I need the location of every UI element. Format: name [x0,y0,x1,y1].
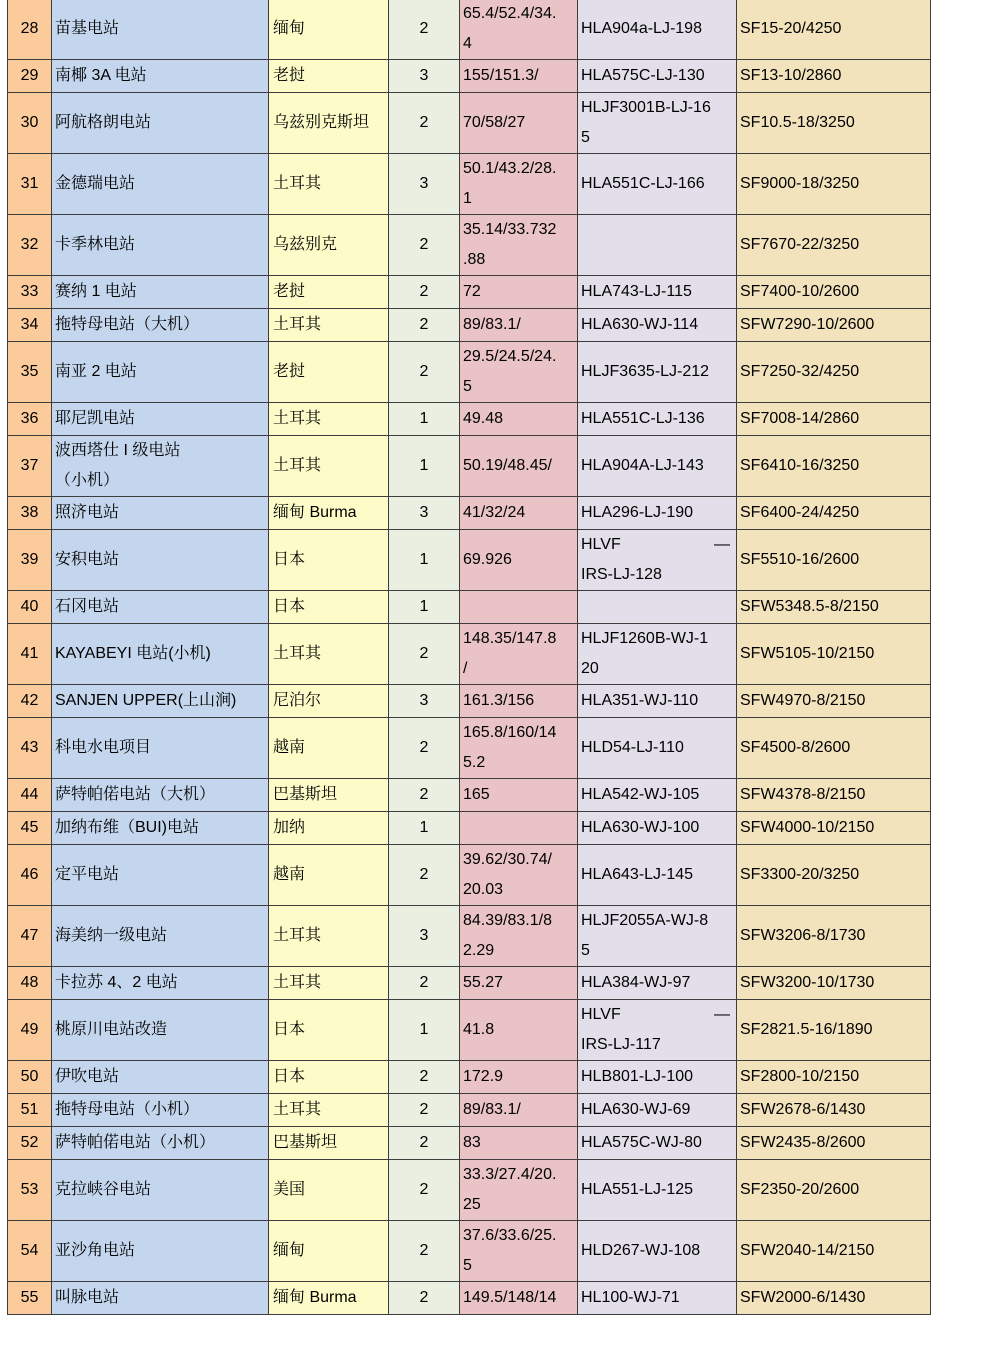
row-index-cell: 33 [8,276,52,309]
product-model-cell: SF15-20/4250 [737,0,931,60]
turbine-model-cell: HLJF2055A-WJ-8 5 [578,906,737,967]
table-row [8,845,931,906]
row-index-cell: 43 [8,718,52,779]
table-row [8,1282,931,1315]
product-model-cell: SFW4000-10/2150 [737,812,931,845]
row-index-cell: 42 [8,685,52,718]
table-row [8,154,931,215]
station-name-cell: KAYABEYI 电站(小机) [52,624,269,685]
product-model-cell: SFW7290-10/2600 [737,309,931,342]
turbine-model-cell: HLA296-LJ-190 [578,497,737,530]
country-cell: 日本 [269,1000,389,1061]
table-row [8,624,931,685]
station-name-cell: 定平电站 [52,845,269,906]
table-row [8,685,931,718]
unit-count-cell: 2 [389,93,460,154]
turbine-model-cell: HLA904A-LJ-143 [578,436,737,497]
row-index-cell: 35 [8,342,52,403]
unit-count-cell: 2 [389,1061,460,1094]
row-index-cell: 37 [8,436,52,497]
country-cell: 土耳其 [269,436,389,497]
capacity-cell: 148.35/147.8 / [460,624,578,685]
capacity-cell: 69.926 [460,530,578,591]
row-index-cell: 40 [8,591,52,624]
row-index-cell: 28 [8,0,52,60]
table-row [8,718,931,779]
country-cell: 土耳其 [269,1094,389,1127]
product-model-cell: SF2821.5-16/1890 [737,1000,931,1061]
product-model-cell: SFW4378-8/2150 [737,779,931,812]
table-row [8,0,931,60]
capacity-cell: 89/83.1/ [460,1094,578,1127]
row-index-cell: 38 [8,497,52,530]
station-name-cell: 卡拉苏 4、2 电站 [52,967,269,1000]
turbine-model-cell: HLA904a-LJ-198 [578,0,737,60]
row-index-cell: 47 [8,906,52,967]
capacity-cell: 29.5/24.5/24. 5 [460,342,578,403]
station-name-cell: SANJEN UPPER(上山涧) [52,685,269,718]
country-cell: 巴基斯坦 [269,1127,389,1160]
row-index-cell: 44 [8,779,52,812]
country-cell: 越南 [269,845,389,906]
table-row [8,1221,931,1282]
station-name-cell: 安积电站 [52,530,269,591]
product-model-cell: SF3300-20/3250 [737,845,931,906]
capacity-cell: 50.19/48.45/ [460,436,578,497]
unit-count-cell: 1 [389,812,460,845]
product-model-cell: SF7400-10/2600 [737,276,931,309]
capacity-cell: 165.8/160/14 5.2 [460,718,578,779]
station-name-cell: 海美纳一级电站 [52,906,269,967]
turbine-model-cell: HLD54-LJ-110 [578,718,737,779]
capacity-cell: 155/151.3/ [460,60,578,93]
capacity-cell: 72 [460,276,578,309]
capacity-cell [460,591,578,624]
product-model-cell: SF7008-14/2860 [737,403,931,436]
table-row [8,403,931,436]
station-name-cell: 波西塔仕 I 级电站 （小机） [52,436,269,497]
capacity-cell: 33.3/27.4/20. 25 [460,1160,578,1221]
row-index-cell: 48 [8,967,52,1000]
station-name-cell: 金德瑞电站 [52,154,269,215]
unit-count-cell: 2 [389,624,460,685]
product-model-cell: SFW2678-6/1430 [737,1094,931,1127]
turbine-model-cell: HLA575C-WJ-80 [578,1127,737,1160]
turbine-model-cell: HLVF — IRS-LJ-128 [578,530,737,591]
capacity-cell: 49.48 [460,403,578,436]
turbine-model-cell: HLA551-LJ-125 [578,1160,737,1221]
table-row [8,591,931,624]
country-cell: 缅甸 Burma [269,1282,389,1315]
turbine-model-cell: HLA351-WJ-110 [578,685,737,718]
country-cell: 越南 [269,718,389,779]
capacity-cell: 50.1/43.2/28. 1 [460,154,578,215]
country-cell: 土耳其 [269,403,389,436]
country-cell: 尼泊尔 [269,685,389,718]
capacity-cell: 41/32/24 [460,497,578,530]
capacity-cell: 83 [460,1127,578,1160]
country-cell: 缅甸 [269,1221,389,1282]
unit-count-cell: 2 [389,1221,460,1282]
country-cell: 老挝 [269,276,389,309]
product-model-cell: SF10.5-18/3250 [737,93,931,154]
unit-count-cell: 1 [389,530,460,591]
table-row [8,497,931,530]
turbine-model-cell: HLA551C-LJ-166 [578,154,737,215]
table-row [8,309,931,342]
power-station-table [7,0,931,1315]
turbine-model-cell: HLA630-WJ-114 [578,309,737,342]
table-body [8,0,931,1315]
product-model-cell: SF9000-18/3250 [737,154,931,215]
station-name-cell: 桃原川电站改造 [52,1000,269,1061]
country-cell: 加纳 [269,812,389,845]
product-model-cell: SFW3206-8/1730 [737,906,931,967]
turbine-model-cell: HLVF — IRS-LJ-117 [578,1000,737,1061]
station-name-cell: 亚沙角电站 [52,1221,269,1282]
row-index-cell: 41 [8,624,52,685]
product-model-cell: SFW2435-8/2600 [737,1127,931,1160]
turbine-model-cell: HLA743-LJ-115 [578,276,737,309]
turbine-model-cell: HLJF1260B-WJ-1 20 [578,624,737,685]
table-row [8,906,931,967]
product-model-cell: SF5510-16/2600 [737,530,931,591]
unit-count-cell: 1 [389,1000,460,1061]
table-row [8,1127,931,1160]
turbine-model-cell: HLA643-LJ-145 [578,845,737,906]
country-cell: 乌兹别克 [269,215,389,276]
row-index-cell: 45 [8,812,52,845]
country-cell: 老挝 [269,60,389,93]
unit-count-cell: 3 [389,685,460,718]
row-index-cell: 55 [8,1282,52,1315]
turbine-model-cell: HLA551C-LJ-136 [578,403,737,436]
product-model-cell: SFW4970-8/2150 [737,685,931,718]
unit-count-cell: 3 [389,906,460,967]
station-name-cell: 萨特帕偌电站（大机） [52,779,269,812]
unit-count-cell: 2 [389,1127,460,1160]
product-model-cell: SFW2000-6/1430 [737,1282,931,1315]
station-name-cell: 拖特母电站（大机） [52,309,269,342]
station-name-cell: 萨特帕偌电站（小机） [52,1127,269,1160]
station-name-cell: 克拉峡谷电站 [52,1160,269,1221]
row-index-cell: 31 [8,154,52,215]
capacity-cell: 55.27 [460,967,578,1000]
unit-count-cell: 1 [389,436,460,497]
station-name-cell: 拖特母电站（小机） [52,1094,269,1127]
capacity-cell: 65.4/52.4/34. 4 [460,0,578,60]
unit-count-cell: 3 [389,154,460,215]
table-row [8,436,931,497]
product-model-cell: SFW3200-10/1730 [737,967,931,1000]
row-index-cell: 32 [8,215,52,276]
station-name-cell: 伊吹电站 [52,1061,269,1094]
country-cell: 缅甸 [269,0,389,60]
station-name-cell: 南亚 2 电站 [52,342,269,403]
unit-count-cell: 2 [389,779,460,812]
capacity-cell: 41.8 [460,1000,578,1061]
capacity-cell: 37.6/33.6/25. 5 [460,1221,578,1282]
row-index-cell: 52 [8,1127,52,1160]
table-row [8,779,931,812]
station-name-cell: 南椰 3A 电站 [52,60,269,93]
row-index-cell: 34 [8,309,52,342]
turbine-model-cell [578,215,737,276]
turbine-model-cell: HLJF3635-LJ-212 [578,342,737,403]
product-model-cell: SFW5348.5-8/2150 [737,591,931,624]
turbine-model-cell: HLA575C-LJ-130 [578,60,737,93]
station-name-cell: 卡季林电站 [52,215,269,276]
row-index-cell: 39 [8,530,52,591]
unit-count-cell: 2 [389,309,460,342]
table-row [8,1000,931,1061]
row-index-cell: 30 [8,93,52,154]
country-cell: 土耳其 [269,309,389,342]
unit-count-cell: 2 [389,1094,460,1127]
turbine-model-cell: HLA384-WJ-97 [578,967,737,1000]
capacity-cell: 161.3/156 [460,685,578,718]
station-name-cell: 阿航格朗电站 [52,93,269,154]
country-cell: 土耳其 [269,154,389,215]
unit-count-cell: 2 [389,276,460,309]
table-row [8,215,931,276]
row-index-cell: 36 [8,403,52,436]
product-model-cell: SFW5105-10/2150 [737,624,931,685]
table-row [8,1160,931,1221]
unit-count-cell: 3 [389,497,460,530]
unit-count-cell: 1 [389,403,460,436]
product-model-cell: SF2350-20/2600 [737,1160,931,1221]
station-name-cell: 苗基电站 [52,0,269,60]
unit-count-cell: 3 [389,60,460,93]
row-index-cell: 46 [8,845,52,906]
product-model-cell: SF4500-8/2600 [737,718,931,779]
unit-count-cell: 2 [389,718,460,779]
station-name-cell: 赛纳 1 电站 [52,276,269,309]
capacity-cell: 89/83.1/ [460,309,578,342]
capacity-cell: 165 [460,779,578,812]
table-row [8,1094,931,1127]
turbine-model-cell: HLB801-LJ-100 [578,1061,737,1094]
country-cell: 乌兹别克斯坦 [269,93,389,154]
product-model-cell: SF7670-22/3250 [737,215,931,276]
table-row [8,1061,931,1094]
product-model-cell: SFW2040-14/2150 [737,1221,931,1282]
country-cell: 缅甸 Burma [269,497,389,530]
unit-count-cell: 2 [389,845,460,906]
table-row [8,812,931,845]
turbine-model-cell: HLA630-WJ-100 [578,812,737,845]
table-row [8,530,931,591]
country-cell: 土耳其 [269,967,389,1000]
capacity-cell: 39.62/30.74/ 20.03 [460,845,578,906]
turbine-model-cell: HLJF3001B-LJ-16 5 [578,93,737,154]
row-index-cell: 51 [8,1094,52,1127]
table-row [8,967,931,1000]
unit-count-cell: 2 [389,967,460,1000]
table-row [8,342,931,403]
capacity-cell: 149.5/148/14 [460,1282,578,1315]
country-cell: 日本 [269,1061,389,1094]
station-name-cell: 照济电站 [52,497,269,530]
product-model-cell: SF2800-10/2150 [737,1061,931,1094]
unit-count-cell: 2 [389,342,460,403]
table-row [8,276,931,309]
product-model-cell: SF6400-24/4250 [737,497,931,530]
turbine-model-cell [578,591,737,624]
row-index-cell: 53 [8,1160,52,1221]
station-name-cell: 加纳布维（BUI)电站 [52,812,269,845]
capacity-cell: 35.14/33.732 .88 [460,215,578,276]
product-model-cell: SF13-10/2860 [737,60,931,93]
unit-count-cell: 2 [389,215,460,276]
turbine-model-cell: HL100-WJ-71 [578,1282,737,1315]
country-cell: 巴基斯坦 [269,779,389,812]
capacity-cell: 172.9 [460,1061,578,1094]
country-cell: 土耳其 [269,624,389,685]
product-model-cell: SF7250-32/4250 [737,342,931,403]
country-cell: 日本 [269,530,389,591]
capacity-cell: 70/58/27 [460,93,578,154]
product-model-cell: SF6410-16/3250 [737,436,931,497]
country-cell: 美国 [269,1160,389,1221]
turbine-model-cell: HLA542-WJ-105 [578,779,737,812]
table-row [8,60,931,93]
country-cell: 日本 [269,591,389,624]
turbine-model-cell: HLD267-WJ-108 [578,1221,737,1282]
table-row [8,93,931,154]
row-index-cell: 29 [8,60,52,93]
row-index-cell: 50 [8,1061,52,1094]
station-name-cell: 叫脉电站 [52,1282,269,1315]
row-index-cell: 54 [8,1221,52,1282]
turbine-model-cell: HLA630-WJ-69 [578,1094,737,1127]
capacity-cell: 84.39/83.1/8 2.29 [460,906,578,967]
unit-count-cell: 2 [389,1160,460,1221]
unit-count-cell: 2 [389,1282,460,1315]
capacity-cell [460,812,578,845]
country-cell: 老挝 [269,342,389,403]
station-name-cell: 石冈电站 [52,591,269,624]
country-cell: 土耳其 [269,906,389,967]
station-name-cell: 耶尼凯电站 [52,403,269,436]
unit-count-cell: 2 [389,0,460,60]
unit-count-cell: 1 [389,591,460,624]
table-container [7,0,931,1315]
row-index-cell: 49 [8,1000,52,1061]
station-name-cell: 科电水电项目 [52,718,269,779]
